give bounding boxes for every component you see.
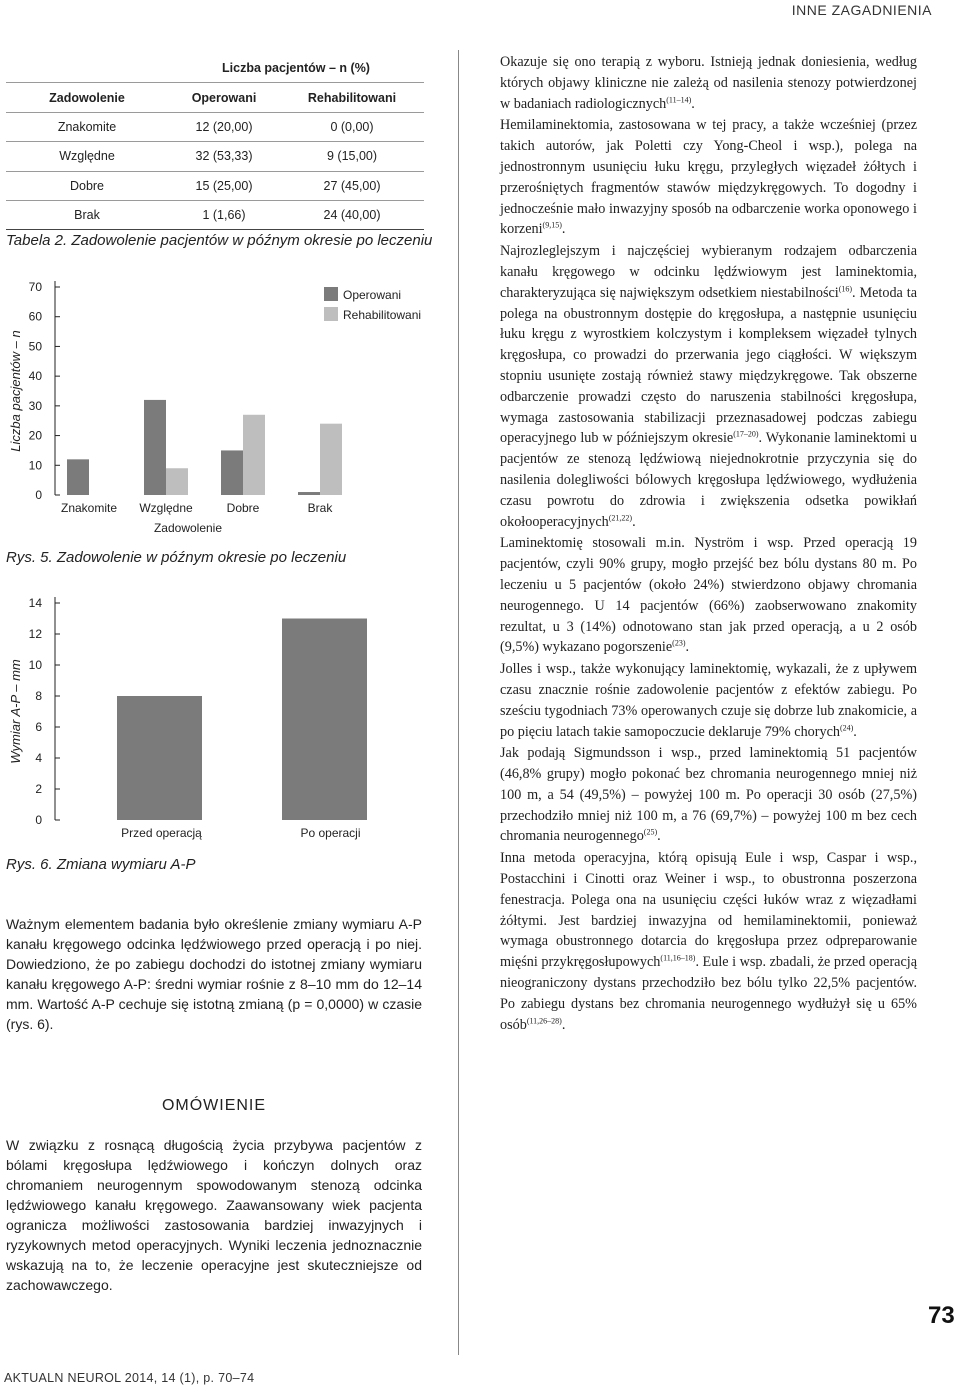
bar-operowani — [221, 450, 243, 495]
bar — [282, 619, 367, 821]
y-tick-label: 2 — [35, 782, 42, 796]
table-cell: 15 (25,00) — [168, 171, 280, 200]
bar-rehabilitowani — [320, 424, 342, 495]
y-tick-label: 8 — [35, 689, 42, 703]
discussion-paragraph: W związku z rosnącą długością życia przybywa pacjentów z bólami kręgosłupa lędźwiowego i kończyn dolnych oraz chromaniem neurogennym spowodowanym stenozą odcinka lędźwiowego kanału kręgowego. Zaawansowany wiek pacjenta ogranicza możliwości zastosowania bardziej inwazyjnych i ryzykownych metod operacyjnych. Wyniki leczenia jednoznacznie wskazują na to, że leczenie operacyjne jest skuteczniejsze od zachowawczego. — [6, 1137, 422, 1293]
column-divider — [458, 50, 459, 1355]
y-tick-label: 30 — [28, 398, 42, 413]
bar-rehabilitowani — [243, 415, 265, 495]
bar-operowani — [144, 400, 166, 495]
y-tick-label: 14 — [28, 596, 42, 610]
paragraph: Jak podają Sigmundsson i wsp., przed laminektomią 51 pacjentów (46,8% grupy) mogło pokonać bez chromania neurogennego mniej niż 100 m, a 54 (49,5%) – powyżej 100 m. Po operacji 30 osób (27,5%) przechodziło mniej niż 100 m, a 76 (69,7%) – powyżej 100 m bez cech chromania neurogennego$^{(25)}$. — [500, 745, 917, 845]
satisfaction-bar-chart — [0, 265, 440, 545]
y-axis-label: Wymiar A-P – mm — [8, 659, 23, 764]
legend-swatch — [324, 287, 338, 301]
table-row — [6, 112, 424, 141]
table-row — [6, 200, 424, 229]
y-tick-label: 10 — [28, 658, 42, 672]
y-tick-label: 20 — [28, 428, 42, 443]
table-cell: Względne — [6, 142, 168, 171]
paragraph: Hemilaminektomia, zastosowana w tej pracy, a także wcześniej (przez takich autorów, jak Poletti czy Yong-Cheol i wsp.), polega na jednostronnym usunięciu łuku kręgu, przyległych więzadeł żółtych i przerośniętych fragmentów stawów międzykręgowych. To dogodny i jednocześnie mało inwazyjny sposób na odbarczenie worka oponowego i korzeni$^{(9,15)}$. — [500, 117, 917, 238]
figure-5-caption: Rys. 5. Zadowolenie w późnym okresie po leczeniu — [6, 549, 347, 566]
y-tick-label: 60 — [28, 309, 42, 324]
table-cell: 12 (20,00) — [168, 112, 280, 141]
page-number: 73 — [928, 1302, 955, 1329]
figure-6-caption: Rys. 6. Zmiana wymiaru A-P — [6, 856, 196, 873]
y-tick-label: 10 — [28, 458, 42, 473]
y-axis-label: Liczba pacjentów – n — [8, 330, 23, 452]
table-cell: Znakomite — [6, 112, 168, 141]
x-tick-label: Po operacji — [300, 826, 361, 840]
satisfaction-table — [6, 54, 424, 230]
table-cell: 27 (45,00) — [280, 171, 424, 200]
paragraph: Inna metoda operacyjna, którą opisują Eule i wsp, Caspar i wsp., Postacchini i Cinotti oraz Weiner i wsp., to obustronna poszerzona fenestracja. Polega ona na usunięciu części łuków wraz z więzadłami żółtymi. Jest bardziej inwazyjna od hemilaminektomii, ponieważ wymaga obustronnego dotarcia do kręgosłupa przez odpreparowanie mięśni przykręgosłupowych$^{(11,16-18)}$. Eule i wsp. zbadali, że przed operacją nieograniczony dystans przechodziło bez bólu tylko 22,5% pacjentów. Po zabiegu dystans bez chromania neurogennego wydłużył się u 65% osób$^{(11,26-28)}$. — [500, 850, 918, 1033]
y-tick-label: 0 — [35, 488, 42, 502]
bar-rehabilitowani — [166, 468, 188, 495]
table-cell: Dobre — [6, 171, 168, 200]
table-cell: 1 (1,66) — [168, 200, 280, 229]
table-header-operowani: Operowani — [168, 83, 280, 112]
y-tick-label: 0 — [35, 813, 42, 827]
x-tick-label: Przed operacją — [121, 826, 202, 840]
y-tick-label: 40 — [28, 369, 42, 384]
table-row — [6, 171, 424, 200]
bar-operowani — [298, 492, 320, 495]
y-tick-label: 4 — [35, 751, 42, 765]
table-row — [6, 142, 424, 171]
x-tick-label: Brak — [307, 501, 333, 515]
table-cell: 32 (53,33) — [168, 142, 280, 171]
legend-swatch — [324, 307, 338, 321]
section-heading: OMÓWIENIE — [161, 1097, 267, 1114]
bar — [117, 696, 202, 820]
x-tick-label: Znakomite — [60, 501, 118, 515]
running-head: INNE ZAGADNIENIA — [791, 2, 932, 18]
table-header-zadowolenie: Zadowolenie — [6, 83, 168, 112]
x-tick-label: Dobre — [226, 501, 260, 515]
paragraph: Najrozleglejszym i najczęściej wybieranym rodzajem odbarczenia kanału kręgowego w odcinku lędźwiowym jest laminektomia, charakteryzująca się największym odsetkiem niestabilności$^{(16)}$. Metoda ta polega na obustronnym dostępie do kręgosłupa, a następnie usunięciu łuku kręgu z wyrostkiem kolczystym i kompleksem więzadeł tylnych kręgosłupa, co prowadzi do przerwania jego ciągłości. W większym stopniu usunięte zostają również stawy międzykręgowe. Tak obszerne odbarczenie prowadzi często do naruszenia stabilności kręgosłupa, wymaga zastosowania stabilizacji przeznasadowej podczas zabiegu operacyjnego lub w późniejszym okresie$^{(17-20)}$. Wykonanie laminektomi u pacjentów ze stenozą lędźwiową niejednokrotnie przyczynia się do nasilenia dolegliwości bólowych kręgosłupa lędźwiowego, wydłużenia czasu powrotu do zdrowia i zwiększenia odsetka powikłań okołooperacyjnych$^{(21,22)}$. — [500, 243, 917, 530]
legend-label: Rehabilitowani — [343, 308, 422, 322]
table-cell: Brak — [6, 200, 168, 229]
x-axis-label: Zadowolenie — [153, 521, 223, 535]
paragraph: Laminektomię stosowali m.in. Nyström i wsp. Przed operacją 19 pacjentów, czyli 90% grupy, mogło przejść bez bólu dystans 80 m. Po leczeniu u 5 pacjentów (około 24%) stwierdzono objawy chromania neurogennego. U 14 pacjentów (66%) zaobserwowano znakomity rezultat, u 3 (14%) odnotowano stan jak przed operacją, a u 2 osób (9,5%) wykazano pogorszenie$^{(23)}$. — [500, 535, 917, 656]
journal-citation: AKTUALN NEUROL 2014, 14 (1), p. 70–74 — [4, 1371, 255, 1385]
x-tick-label: Względne — [139, 501, 193, 515]
table-cell: 9 (15,00) — [280, 142, 424, 171]
paragraph: Okazuje się ono terapią z wyboru. Istnieją jednak doniesienia, według których objawy kliniczne nie zależą od nasilenia stenozy potwierdzonej w badaniach radiologicznych$^{(11-14)}$. — [500, 54, 917, 112]
y-tick-label: 6 — [35, 720, 42, 734]
legend-label: Operowani — [343, 288, 402, 302]
paragraph: Jolles i wsp., także wykonujący laminektomię, wykazali, że z upływem czasu znacznie rośnie zadowolenie pacjentów z efektów zabiegu. Po sześciu tygodniach 73% operowanych czuje się dobrze lub znakomicie, a po pięciu latach takie samopoczucie deklaruje 79% chorych$^{(24)}$. — [500, 661, 917, 740]
table-group-header: Liczba pacjentów – n (%) — [168, 54, 424, 83]
table-cell: 24 (40,00) — [280, 200, 424, 229]
table-caption: Tabela 2. Zadowolenie pacjentów w późnym okresie po leczeniu — [6, 232, 433, 249]
results-paragraph: Ważnym elementem badania było określenie zmiany wymiaru A-P kanału kręgowego odcinka lędźwiowego przed operacją i po niej. Dowiedziono, że po zabiegu dochodzi do istotnej zmiany wymiaru kanału kręgowego A-P: średni wymiar rośnie z 8–10 mm do 12–14 mm. Wartość A-P cechuje się istotną zmianą (p = 0,0000) w czasie (rys. 6). — [6, 916, 422, 1032]
ap-dimension-bar-chart — [0, 585, 440, 855]
y-tick-label: 12 — [28, 627, 42, 641]
bar-operowani — [67, 459, 89, 495]
y-tick-label: 70 — [28, 280, 42, 294]
right-column — [500, 52, 917, 1036]
table-header-rehabilitowani: Rehabilitowani — [280, 83, 424, 112]
table-corner — [6, 54, 168, 83]
y-tick-label: 50 — [28, 339, 42, 354]
table-cell: 0 (0,00) — [280, 112, 424, 141]
